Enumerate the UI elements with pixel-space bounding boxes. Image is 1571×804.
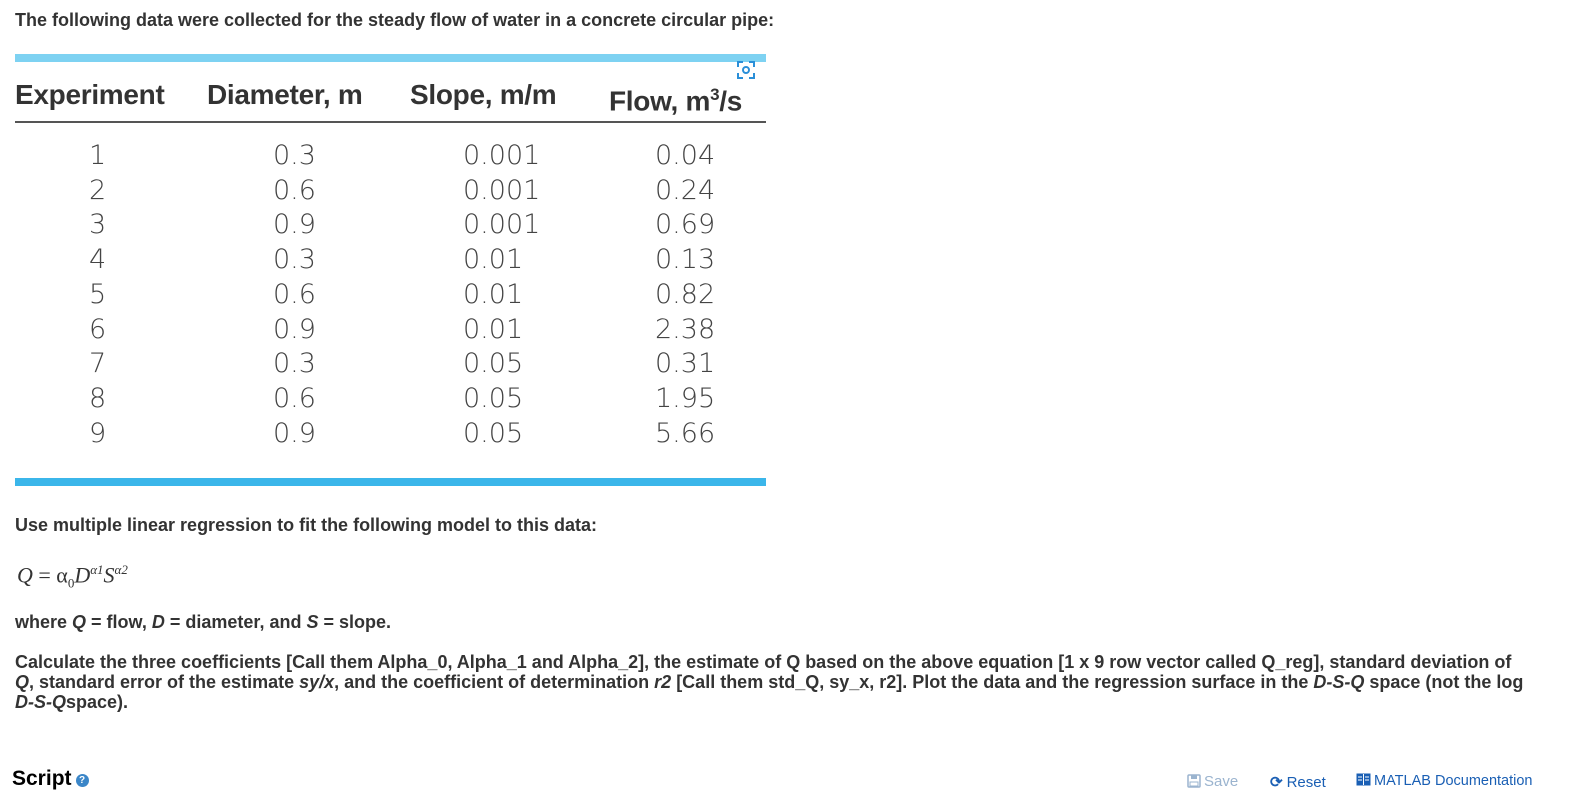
floppy-disk-icon [1187,774,1201,788]
table-cell: 0.69 [655,209,716,241]
table-cell: 0.6 [273,278,316,310]
table-cell: 6 [89,313,107,345]
intro-text: The following data were collected for the steady flow of water in a concrete circular pipe: [15,10,775,30]
table-cell: 0.9 [273,209,316,241]
calc-part: [Call them std_Q, sy_x, r2]. Plot the data and the regression surface in the [671,672,1314,692]
table-cell: 0.24 [655,174,716,206]
refresh-icon: ⟳ [1270,774,1283,791]
table-cell: 0.6 [273,174,316,206]
table-bottom-bar [15,478,766,486]
calc-part: Calculate the three coefficients [Call them Alpha_0, Alpha_1 and Alpha_2], the estimate of Q based on the above equation [1 x 9 row vector called Q_reg], standard deviation of [15,652,1512,672]
table-cell: 8 [89,382,107,414]
formula-eq: = α [32,562,68,588]
table-cell: 7 [89,348,107,380]
header-rule [15,121,766,123]
table-cell: 0.3 [273,244,316,276]
where-q: Q [72,612,87,632]
table-cell: 0.82 [655,278,716,310]
table-cell: 0.05 [463,348,524,380]
table-cell: 0.04 [655,140,716,171]
reset-button[interactable] [1270,773,1326,791]
table-cell: 9 [89,417,107,449]
book-icon [1356,773,1371,786]
calc-dsq-log: D-S-Q [15,692,66,712]
header-slope: Slope, m/m [410,79,557,110]
column-diameter [273,139,316,451]
save-button[interactable] [1187,773,1238,790]
formula-sub0: 0 [67,575,75,591]
formula-s: S [103,562,115,588]
table-cell: 0.13 [655,244,716,276]
formula-exp-d: α1 [90,562,104,577]
table-cell: 0.01 [463,278,524,310]
model-formula [17,562,128,592]
column-slope [463,139,540,451]
table-top-bar [15,54,766,62]
column-experiment [89,139,106,451]
where-text [15,612,391,633]
calc-r2: r2 [654,672,672,692]
table-cell: 2 [89,174,107,206]
documentation-label: MATLAB Documentation [1374,773,1533,789]
calc-q: Q [15,672,30,692]
help-icon[interactable]: ? [76,774,89,787]
table-cell: 0.001 [463,140,541,171]
formula-exp-s: α2 [114,562,128,577]
where-part: = diameter, and [164,612,307,632]
calculation-text [15,652,1525,712]
calc-part: , and the coefficient of determination [334,672,655,692]
calc-dsq: D-S-Q [1313,672,1365,692]
table-cell: 0.6 [273,382,316,414]
table-cell: 0.001 [463,209,541,241]
table-cell: 0.3 [273,140,316,171]
column-flow [655,139,715,451]
header-diameter: Diameter, m [207,79,363,110]
table-cell: 0.05 [463,382,524,414]
calc-part: , standard error of the estimate [29,672,300,692]
formula-d: D [74,562,91,588]
calc-part: space (not the log [1364,672,1524,692]
table-cell: 0.9 [273,417,316,449]
table-cell: 2.38 [655,313,716,345]
header-experiment: Experiment [15,79,165,110]
where-part: where [15,612,73,632]
reset-label: Reset [1286,774,1326,791]
table-cell: 1 [89,140,107,171]
header-flow-exponent: 3 [710,85,720,104]
formula-lhs: Q [17,562,33,588]
instruction-text: Use multiple linear regression to fit the following model to this data: [15,515,598,535]
table-cell: 3 [89,209,107,241]
script-heading [12,767,89,791]
calc-part: space). [66,692,129,712]
table-cell: 0.31 [655,348,716,380]
where-part: = slope. [318,612,391,632]
table-cell: 0.05 [463,417,524,449]
table-cell: 5 [89,278,107,310]
table-cell: 0.01 [463,313,524,345]
table-cell: 5.66 [655,417,716,449]
table-cell: 1.95 [655,382,716,414]
header-flow-unit: /s [719,85,743,117]
where-part: = flow, [86,612,152,632]
calc-syx: sy/x [299,672,335,692]
table-cell: 4 [89,244,107,276]
matlab-documentation-link[interactable] [1356,773,1533,789]
where-d: D [151,612,165,632]
table-cell: 0.3 [273,348,316,380]
header-flow-label: Flow, m [609,85,711,117]
save-label: Save [1204,773,1239,790]
table-cell: 0.01 [463,244,524,276]
script-title: Script [12,767,72,790]
table-cell: 0.001 [463,174,541,206]
header-flow [609,74,742,116]
table-cell: 0.9 [273,313,316,345]
data-table-figure [15,54,766,486]
where-s: S [306,612,319,632]
